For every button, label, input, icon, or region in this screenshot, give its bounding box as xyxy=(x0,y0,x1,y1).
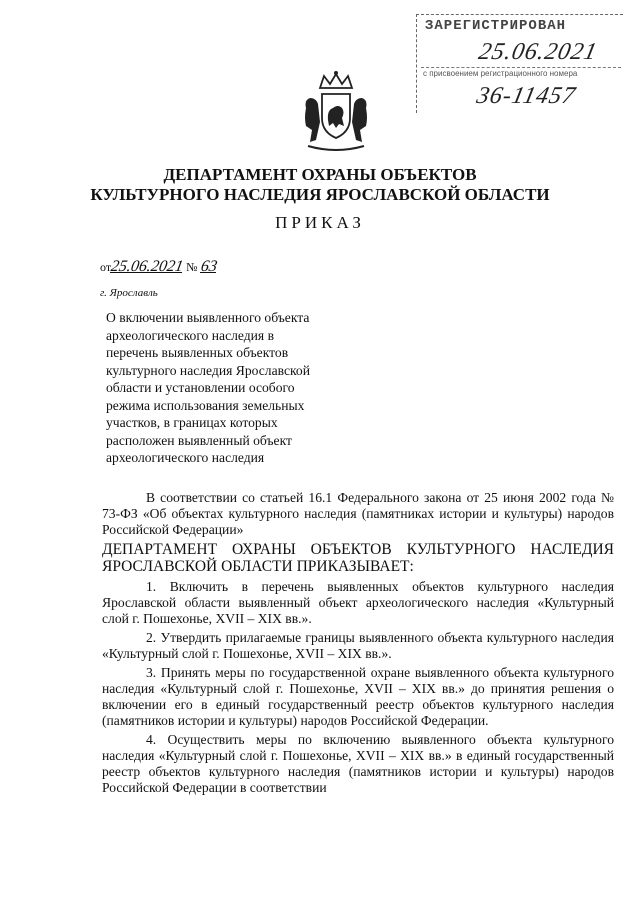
order-number-label: № xyxy=(186,260,198,274)
subject-line: О включении выявленного объекта xyxy=(106,310,310,325)
subject-line: расположен выявленный объект xyxy=(106,432,292,448)
order-date: 25.06.2021 xyxy=(109,258,185,275)
department-name-line1: ДЕПАРТАМЕНТ ОХРАНЫ ОБЪЕКТОВ xyxy=(163,165,477,184)
subject-line: археологического наследия в xyxy=(106,327,274,343)
stamp-registration-number: 36-11457 xyxy=(474,83,579,109)
order-item-1: 1. Включить в перечень выявленных объектов культурного наследия Ярославской области выявленный объект археологического наследия «Культурный слой г. Пошехонье, XVII – XIX вв.». xyxy=(102,579,614,626)
order-city: г. Ярославль xyxy=(100,287,158,299)
order-body xyxy=(102,490,614,799)
order-date-number xyxy=(100,258,217,276)
order-subject xyxy=(106,309,366,467)
subject-line: области и установлении особого xyxy=(106,380,295,395)
subject-line: перечень выявленных объектов xyxy=(106,345,289,360)
coat-of-arms-icon xyxy=(300,70,372,154)
order-item-2: 2. Утвердить прилагаемые границы выявленного объекта культурного наследия «Культурный слой г. Пошехонье, XVII – XIX вв.». xyxy=(102,630,614,661)
order-item-3: 3. Принять меры по государственной охране выявленного объекта культурного наследия «Культурный слой г. Пошехонье, XVII – XIX вв.» до принятия решения о включении его в единый государственный реестр объектов культурного наследия (памятников истории и культуры) народов Российской Федерации. xyxy=(102,665,614,728)
order-date-label: от xyxy=(100,260,112,274)
document-type: ПРИКАЗ xyxy=(275,213,365,232)
subject-line: археологического наследия xyxy=(106,450,265,465)
decree-heading: ДЕПАРТАМЕНТ ОХРАНЫ ОБЪЕКТОВ КУЛЬТУРНОГО НАСЛЕДИЯ ЯРОСЛАВСКОЙ ОБЛАСТИ ПРИКАЗЫВАЕТ: xyxy=(102,541,614,575)
registration-stamp xyxy=(416,14,623,113)
order-item-4: 4. Осуществить меры по включению выявленного объекта культурного наследия «Культурный слой г. Пошехонье, XVII – XIX вв.» в единый государственный реестр объектов культурного наследия (памятников истории и культуры) народов Российской Федерации в соответствии xyxy=(102,732,614,795)
subject-line: участков, в границах которых xyxy=(106,415,278,430)
stamp-date: 25.06.2021 xyxy=(476,39,600,65)
stamp-divider xyxy=(421,67,621,68)
order-number: 63 xyxy=(199,258,219,275)
stamp-title: ЗАРЕГИСТРИРОВАН xyxy=(425,18,567,34)
department-name-line2: КУЛЬТУРНОГО НАСЛЕДИЯ ЯРОСЛАВСКОЙ ОБЛАСТИ xyxy=(90,185,550,204)
subject-line: режима использования земельных xyxy=(106,397,305,413)
preamble-paragraph: В соответствии со статьей 16.1 Федерального закона от 25 июня 2002 года № 73-ФЗ «Об объектах культурного наследия (памятниках истории и культуры) народов Российской Федерации» xyxy=(102,490,614,537)
stamp-caption: с присвоением регистрационного номера xyxy=(423,69,578,78)
subject-line: культурного наследия Ярославской xyxy=(106,362,310,378)
